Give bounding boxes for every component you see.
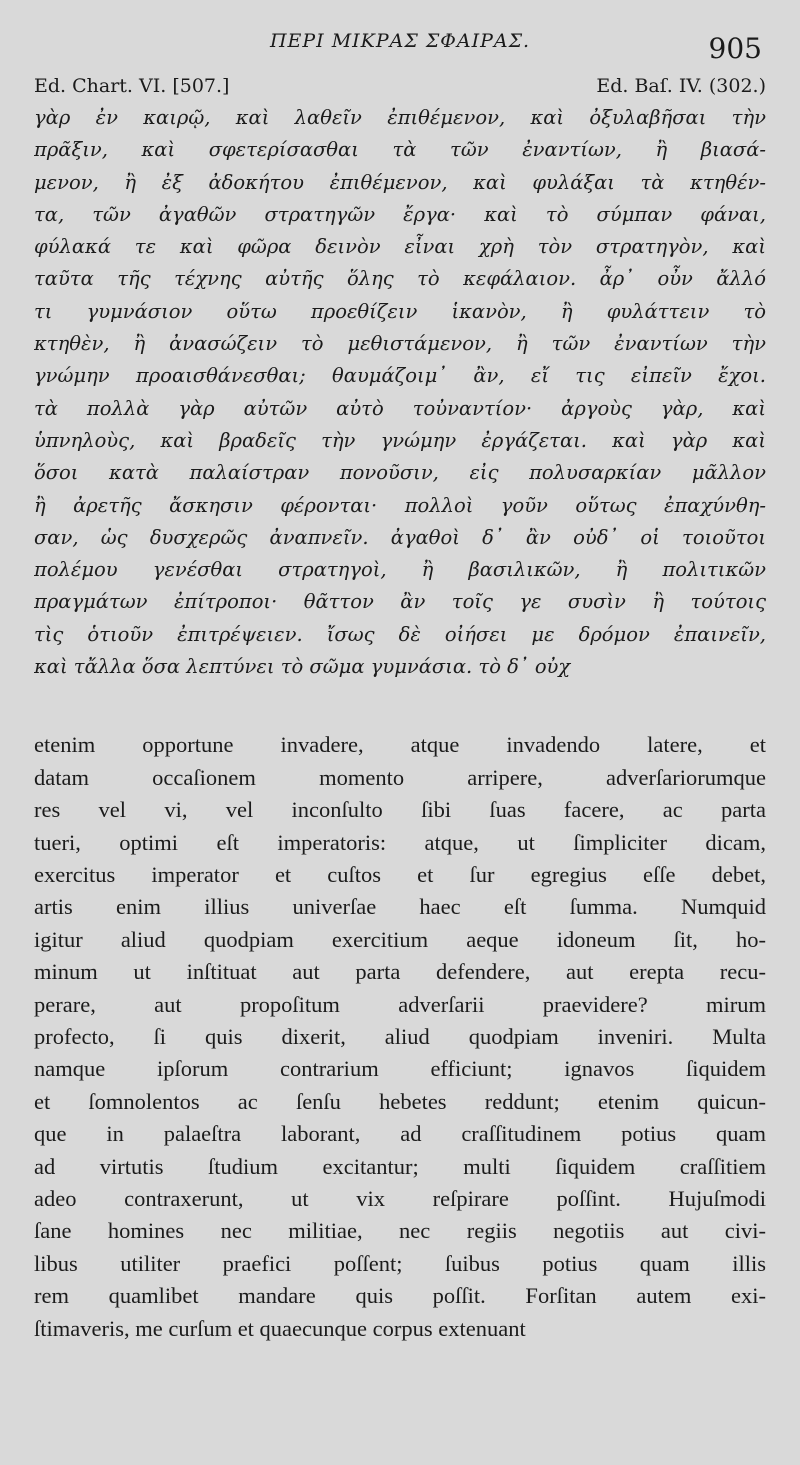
edition-left: Ed. Chart. VI. [507.]: [34, 75, 230, 97]
latin-text-line: ad virtutis ſtudium excitantur; multi ſiquidem craſſitiem: [34, 1153, 766, 1179]
latin-text-line: rem quamlibet mandare quis poſſit. Forſitan autem exi-: [34, 1283, 766, 1309]
greek-text-line: τα, τῶν ἀγαθῶν στρατηγῶν ἔργα· καὶ τὸ σύμπαν φάναι,: [34, 202, 766, 226]
latin-text-line: adeo contraxerunt, ut vix reſpirare poſſint. Hujuſmodi: [34, 1186, 766, 1212]
greek-text-line: τὶς ὁτιοῦν ἐπιτρέψειεν. ἴσως δὲ οἰήσει με δρόμον ἐπαινεῖν,: [34, 622, 766, 646]
greek-text-block: [34, 102, 766, 683]
greek-text-line: τι γυμνάσιον οὕτω προεθίζειν ἱκανὸν, ἢ φυλάττειν τὸ: [34, 299, 766, 323]
greek-text-line: ἢ ἀρετῆς ἄσκησιν φέρονται· πολλοὶ γοῦν οὕτως ἐπαχύνθη-: [34, 493, 766, 517]
latin-text-line: et ſomnolentos ac ſenſu hebetes reddunt; etenim quicun-: [34, 1088, 766, 1114]
greek-text-line: γνώμην προαισθάνεσθαι; θαυμάζοιμ᾽ ἂν, εἴ τις εἰπεῖν ἔχοι.: [34, 364, 766, 388]
greek-text-line: φύλακά τε καὶ φῶρα δεινὸν εἶναι χρὴ τὸν στρατηγὸν, καὶ: [34, 235, 766, 259]
greek-text-line: κτηθὲν, ἢ ἀνασώζειν τὸ μεθιστάμενον, ἢ τῶν ἐναντίων τὴν: [34, 332, 766, 356]
latin-text-line: res vel vi, vel inconſulto ſibi ſuas facere, ac parta: [34, 797, 766, 823]
latin-text-line: libus utiliter praefici poſſent; ſuibus potius quam illis: [34, 1250, 766, 1276]
latin-text-line: perare, aut propoſitum adverſarii praevidere? mirum: [34, 991, 766, 1017]
greek-text-line: τὰ πολλὰ γὰρ αὐτῶν αὐτὸ τοὐναντίον· ἀργοὺς γὰρ, καὶ: [34, 396, 766, 420]
edition-right: Ed. Baſ. IV. (302.): [596, 75, 766, 97]
greek-text-line: γὰρ ἐν καιρῷ, καὶ λαθεῖν ἐπιθέμενον, καὶ ὀξυλαβῆσαι τὴν: [34, 106, 766, 129]
latin-text-line: ſane homines nec militiae, nec regiis negotiis aut civi-: [34, 1218, 766, 1244]
latin-text-line: tueri, optimi eſt imperatoris: atque, ut ſimpliciter dicam,: [34, 829, 766, 855]
greek-text-line: μενον, ἢ ἐξ ἀδοκήτου ἐπιθέμενον, καὶ φυλάξαι τὰ κτηθέν-: [34, 170, 766, 194]
latin-text-line: ſtimaveris, me curſum et quaecunque corpus extenuant: [34, 1315, 526, 1341]
edition-line: [34, 74, 766, 98]
latin-text-line: exercitus imperator et cuſtos et ſur egregius eſſe debet,: [34, 861, 766, 887]
latin-text-block: [34, 729, 766, 1345]
running-head: [34, 0, 766, 65]
latin-text-line: minum ut inſtituat aut parta defendere, aut erepta recu-: [34, 959, 766, 985]
greek-text-line: ὑπνηλοὺς, καὶ βραδεῖς τὴν γνώμην ἐργάζεται. καὶ γὰρ καὶ: [34, 428, 766, 452]
greek-text-line: καὶ τἄλλα ὅσα λεπτύνει τὸ σῶμα γυμνάσια. τὸ δ᾽ οὐχ: [34, 655, 571, 679]
page-number: 905: [708, 32, 762, 65]
greek-text-line: πραγμάτων ἐπίτροποι· θᾶττον ἂν τοῖς γε συσὶν ἢ τούτοις: [34, 590, 766, 614]
latin-text-line: profecto, ſi quis dixerit, aliud quodpiam inveniri. Multa: [34, 1024, 766, 1049]
running-title: ΠΕΡΙ ΜΙΚΡΑΣ ΣΦΑΙΡΑΣ.: [269, 30, 531, 52]
latin-text-line: artis enim illius univerſae haec eſt ſumma. Numquid: [34, 894, 766, 920]
greek-text-line: ὅσοι κατὰ παλαίστραν πονοῦσιν, εἰς πολυσαρκίαν μᾶλλον: [34, 461, 766, 485]
latin-text-line: igitur aliud quodpiam exercitium aeque idoneum ſit, ho-: [34, 926, 766, 952]
greek-text-line: πρᾶξιν, καὶ σφετερίσασθαι τὰ τῶν ἐναντίων, ἢ βιασά-: [34, 138, 766, 162]
latin-text-line: etenim opportune invadere, atque invadendo latere, et: [34, 732, 766, 758]
latin-text-line: datam occaſionem momento arripere, adverſariorumque: [34, 764, 766, 790]
latin-text-line: namque ipſorum contrarium efficiunt; ignavos ſiquidem: [34, 1056, 766, 1082]
greek-text-line: σαν, ὡς δυσχερῶς ἀναπνεῖν. ἀγαθοὶ δ᾽ ἂν οὐδ᾽ οἱ τοιοῦτοι: [34, 525, 766, 549]
latin-text-line: que in palaeſtra laborant, ad craſſitudinem potius quam: [34, 1121, 766, 1147]
greek-text-line: πολέμου γενέσθαι στρατηγοὶ, ἢ βασιλικῶν, ἢ πολιτικῶν: [34, 558, 766, 582]
greek-text-line: ταῦτα τῆς τέχνης αὐτῆς ὅλης τὸ κεφάλαιον. ἆρ᾽ οὖν ἄλλό: [34, 267, 766, 291]
